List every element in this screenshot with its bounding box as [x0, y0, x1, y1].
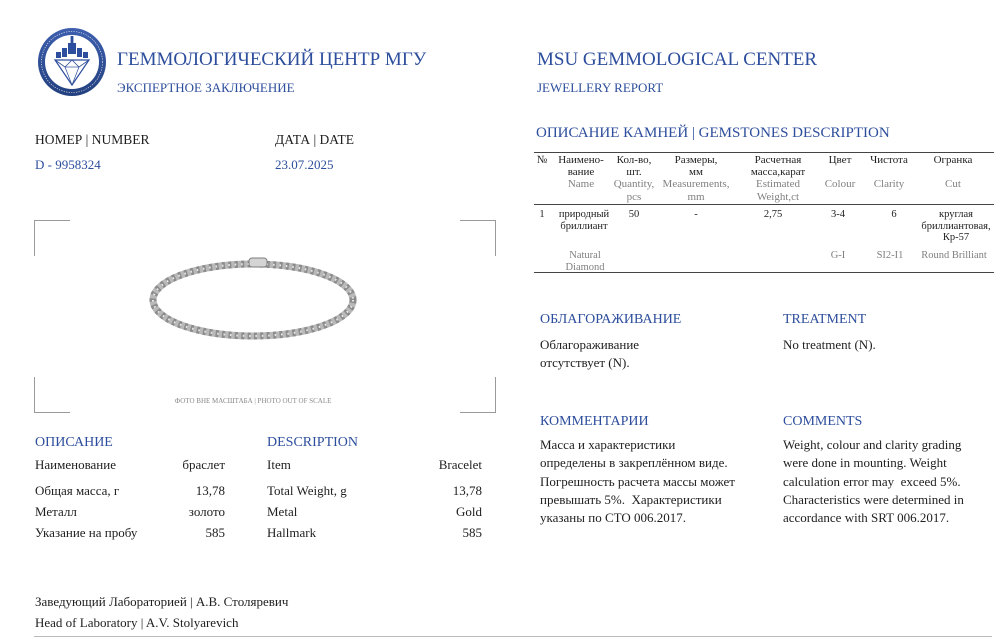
photo-caption: ФОТО ВНЕ МАСШТАБА | PHOTO OUT OF SCALE: [174, 397, 332, 405]
desc-value-en: 13,78: [452, 483, 482, 498]
col-header-qty: Кол-во, шт.: [616, 154, 652, 178]
desc-label-ru: Указание на пробу: [35, 525, 138, 540]
desc-value-ru: 585: [205, 525, 225, 540]
col-header-meas-en: Measurements, mm: [662, 178, 730, 203]
description-title-en: DESCRIPTION: [267, 435, 359, 450]
cell-meas: -: [694, 209, 698, 220]
bracelet-photo: [145, 245, 365, 345]
report-number-value: D - 9958324: [35, 157, 101, 172]
col-header-meas: Размеры, мм: [674, 154, 718, 178]
org-name-en: MSU GEMMOLOGICAL CENTER: [537, 49, 818, 70]
table-rule: [534, 272, 994, 273]
cell-name-ru: природный бриллиант: [558, 209, 610, 232]
col-header-weight: Расчетная масса,карат: [750, 154, 806, 178]
cell-colour-en: G-I: [830, 250, 846, 261]
comments-text-ru: Масса и характеристики определены в закреплённом виде. Погрешность расчета массы может превышать 5%. Характеристики указаны по СТО 006.2017.: [540, 437, 735, 526]
comments-title-en: COMMENTS: [783, 414, 863, 429]
treatment-title-ru: ОБЛАГОРАЖИВАНИЕ: [540, 312, 682, 327]
col-header-clarity-en: Clarity: [873, 178, 905, 190]
cell-colour-ru: 3-4: [831, 209, 845, 220]
desc-label-ru: Общая масса, г: [35, 483, 120, 498]
desc-value-en: 585: [462, 525, 482, 540]
desc-label-ru: Металл: [35, 504, 77, 519]
col-header-clarity: Чистота: [870, 154, 908, 166]
msu-seal-logo-icon: [37, 27, 107, 97]
desc-label-en: Total Weight, g: [267, 483, 347, 498]
comments-text-en: Weight, colour and clarity grading were done in mounting. Weight calculation error may exceed 5%. Characteristics were determined in accordance with SRT 006.2017.: [783, 437, 964, 526]
report-date-value: 23.07.2025: [275, 157, 334, 172]
col-header-qty-en: Quantity, pcs: [613, 178, 655, 203]
col-header-name-en: Name: [567, 178, 595, 190]
table-rule: [534, 152, 994, 153]
col-header-weight-en: Estimated Weight,ct: [756, 178, 800, 203]
gemstones-title: ОПИСАНИЕ КАМНЕЙ | GEMSTONES DESCRIPTION: [536, 125, 890, 141]
desc-label-ru: Наименование: [35, 457, 116, 472]
comments-title-ru: КОММЕНТАРИИ: [540, 414, 649, 429]
report-type-ru: ЭКСПЕРТНОЕ ЗАКЛЮЧЕНИЕ: [117, 80, 295, 95]
desc-value-en: Gold: [456, 504, 482, 519]
col-header-name: Наимено- вание: [558, 154, 604, 178]
treatment-text-ru: Облагораживание отсутствует (N).: [540, 337, 640, 371]
col-header-cut-en: Cut: [945, 178, 961, 190]
report-date-label: ДАТА | DATE: [275, 132, 355, 147]
cell-qty: 50: [628, 209, 640, 220]
footer-rule: [34, 636, 992, 637]
signature-line-en: Head of Laboratory | A.V. Stolyarevich: [35, 615, 239, 630]
cell-clarity-en: SI2-I1: [876, 250, 904, 261]
desc-value-en: Bracelet: [438, 457, 482, 472]
col-header-colour-en: Colour: [824, 178, 856, 190]
report-number-label: НОМЕР | NUMBER: [35, 132, 150, 147]
desc-value-ru: браслет: [182, 457, 225, 472]
desc-label-en: Hallmark: [267, 525, 317, 540]
table-rule: [534, 204, 994, 205]
cell-weight: 2,75: [763, 209, 783, 220]
description-title-ru: ОПИСАНИЕ: [35, 435, 113, 450]
report-type-en: JEWELLERY REPORT: [537, 80, 664, 95]
desc-value-ru: золото: [188, 504, 225, 519]
col-header-no: №: [536, 154, 548, 166]
signature-line-ru: Заведующий Лабораторией | А.В. Столяревич: [35, 594, 289, 609]
photo-frame-corner: [34, 377, 70, 413]
desc-value-ru: 13,78: [195, 483, 225, 498]
cell-name-en: Natural Diamond: [565, 250, 605, 273]
cell-cut-en: Round Brilliant: [921, 250, 987, 261]
cell-no: 1: [539, 209, 545, 220]
org-name-ru: ГЕММОЛОГИЧЕСКИЙ ЦЕНТР МГУ: [117, 49, 427, 70]
photo-frame-corner: [34, 220, 70, 256]
cell-clarity-ru: 6: [891, 209, 897, 220]
col-header-colour: Цвет: [828, 154, 852, 166]
photo-frame-corner: [460, 377, 496, 413]
col-header-cut: Огранка: [933, 154, 973, 166]
desc-label-en: Item: [267, 457, 291, 472]
desc-label-en: Metal: [267, 504, 298, 519]
photo-frame-corner: [460, 220, 496, 256]
cell-cut-ru: круглая бриллиантовая, Кр-57: [921, 209, 991, 243]
treatment-title-en: TREATMENT: [783, 312, 867, 327]
treatment-text-en: No treatment (N).: [783, 337, 876, 352]
